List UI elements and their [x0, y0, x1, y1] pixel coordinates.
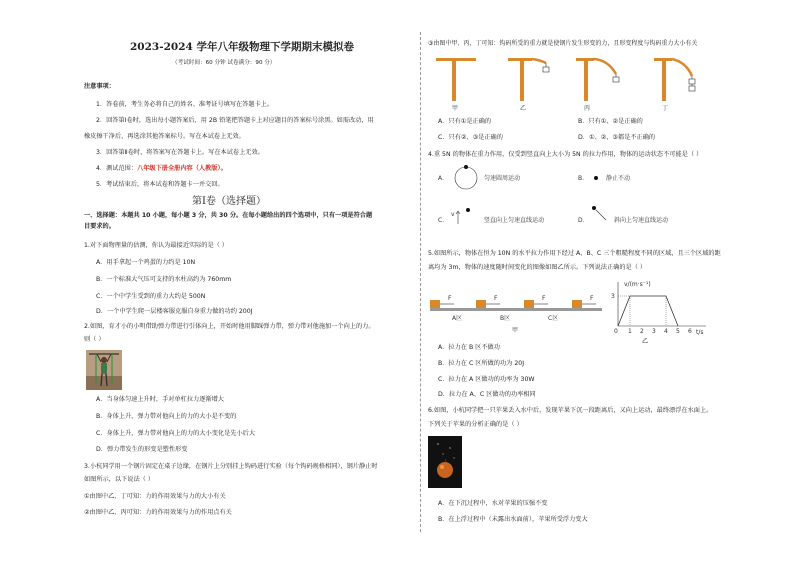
note-4: [96, 165, 227, 173]
q3-label-yi: 乙: [520, 105, 527, 112]
q2-pullup-image: [86, 350, 122, 390]
q5-force-label-2: F: [494, 295, 498, 302]
q3-option-a: A．只有①是正确的: [438, 118, 492, 125]
q3-steel-strip-figure: [428, 54, 718, 114]
q5-graph-xtick-0: 0: [614, 328, 618, 335]
section-instruction: 一、选择题：本题共 10 小题，每小题 3 分，共 30 分。在每小题给出的四个选项中，只有一项是符合题: [84, 212, 373, 219]
q2-option-b: B．身体上升，弹力带对他向上的力的大小是不变的: [96, 413, 237, 420]
q5-figure: [428, 278, 718, 338]
q4-letter-d: D．: [578, 217, 589, 224]
q3-statement-2: ②由图中乙、丙可知：力的作用效果与力的作用点有关: [84, 509, 232, 516]
q4-figure: [428, 162, 718, 230]
q5-force-label-1: F: [448, 295, 452, 302]
q4-circle-path: [455, 167, 477, 189]
q6-stem: 6.如图，小杭同学把一只苹果丢入水中后，发现苹果下沉一段距离后，又向上运动，最终漂浮在水面上。: [428, 407, 713, 414]
q5-graph-xtick-2: 2: [640, 328, 644, 335]
q6-option-b: B．在上浮过程中（未露出水面前），苹果所受浮力变大: [438, 516, 588, 523]
note-2-cont: 橡皮擦干净后，再选涂其他答案标号。写在本试卷上无效。: [84, 133, 245, 140]
q3-stem: 3.小杭同学用一个钢片固定在桌子边缘，在钢片上分别挂上钩码进行实验（每个钩码规格相同），钢片静止时: [84, 463, 378, 470]
q5-option-a: A．拉力在 B 区不做功: [438, 344, 500, 351]
q2-option-d: D．弹力带发生的形变是塑性形变: [96, 446, 188, 453]
exam-info: （考试时间：60 分钟 试卷满分：90 分）: [172, 60, 276, 66]
q2-stem-cont: 则（ ）: [84, 336, 105, 343]
q5-graph-xtick-3: 3: [652, 328, 656, 335]
q5-graph-xtick-6: 6: [688, 328, 692, 335]
q1-stem: 1.对下面物理量的估测，你认为最接近实际的是（ ）: [84, 242, 228, 249]
q3-label-jia: 甲: [452, 105, 459, 112]
q5-option-d: D．拉力在 A、C 区做功的功率相同: [438, 391, 536, 398]
q3-label-bing: 丙: [584, 105, 591, 112]
exam-title: 2023-2024 学年八年级物理下学期期末模拟卷: [130, 41, 354, 53]
q5-stem-cont: 离均为 3m，物体的速度随时间变化的图像如图乙所示。下列说法正确的是（ ）: [428, 264, 647, 271]
section-instruction-cont: 目要求的。: [84, 223, 115, 230]
q5-region-b: B区: [500, 315, 511, 322]
q4-text-a: 匀速圆周运动: [484, 175, 521, 182]
q3-stem-cont: 如图所示，以下说法（ ）: [84, 476, 155, 483]
q5-graph-line: [618, 296, 678, 326]
section-title: 第Ⅰ卷（选择题）: [192, 196, 266, 207]
q5-stem: 5.如图所示，物体在恒为 10N 的水平拉力作用下经过 A、B、C 三个粗糙程度不同的区域，且三个区域的距: [428, 250, 721, 257]
q4-text-b: 静止不动: [606, 175, 631, 182]
q4-arrow-d: [596, 210, 606, 220]
q4-ball-c: [466, 208, 470, 212]
q5-graph-ytick-3: 3: [611, 293, 615, 300]
q1-option-d: D．一个中学生爬一层楼客服克服自身重力做的功约 200J: [96, 308, 253, 315]
q5-graph-xtick-1: 1: [628, 328, 632, 335]
q3-label-ding: 丁: [662, 105, 669, 112]
q5-region-c: C区: [548, 315, 559, 322]
q4-velocity-label: v: [451, 211, 455, 218]
q3-panel-bing: [576, 58, 619, 101]
q6-option-a: A．在下沉过程中，水对苹果的压强不变: [438, 500, 548, 507]
note-4-label: 4．测试范围：: [96, 165, 138, 172]
note-5: 5．考试结束后，将本试卷和答题卡一并交回。: [96, 181, 224, 188]
q4-text-d: 斜向上匀速直线运动: [614, 217, 669, 224]
q4-ball-a: [464, 165, 468, 169]
q5-fig-label-yi: 乙: [642, 338, 649, 345]
q5-option-b: B．拉力在 C 区所做的功为 20J: [438, 360, 525, 367]
q5-region-a: A区: [452, 315, 463, 322]
q3-option-d: D．①、②、③都是不正确的: [578, 134, 656, 141]
q6-apple-image: [428, 436, 462, 488]
q5-graph-xtick-4: 4: [664, 328, 668, 335]
q5-graph-xlabel: t/s: [696, 329, 704, 336]
q5-force-label-4: F: [590, 295, 594, 302]
q3-panel-jia: [436, 58, 476, 101]
q2-stem: 2.如图，育才小的小明借助弹力带进行引体向上，开始时他用脚踩弹力带，弹力带对他施加一个向上的力。: [84, 323, 375, 330]
q5-graph-ylabel: v/(m·s⁻¹): [624, 281, 651, 288]
q3-statement-1: ①由图中乙、丁可知：力的作用效果与力的大小有关: [84, 493, 226, 500]
q2-option-c: C．身体上升，弹力带对他向上的力的大小变化是先小后大: [96, 430, 256, 437]
q2-option-a: A．当身体匀速上升时，手对单杠拉力逐渐增大: [96, 396, 224, 403]
q5-force-label-3: F: [542, 295, 546, 302]
scope-highlight: 八年级下册全册内容（人教版）。: [137, 165, 227, 172]
q4-letter-b: B．: [578, 175, 589, 182]
q4-text-c: 竖直向上匀速直线运动: [484, 217, 545, 224]
q3-panel-ding: [654, 58, 695, 101]
q5-graph-xtick-5: 5: [676, 328, 680, 335]
q3-option-b: B．只有①、②是正确的: [578, 118, 643, 125]
q3-option-c: C．只有②、③是正确的: [438, 134, 503, 141]
q3-statement-3: ③由图中甲、丙、丁可知：钩码所受的重力就是使钢片发生形变的力，且形变程度与钩码重力大小有关: [428, 40, 698, 47]
note-2: 2．回答第Ⅰ卷时，选出每小题答案后，用 2B 铅笔把答题卡上对应题目的答案标号涂黑。如需改动，用: [96, 117, 374, 124]
q5-vt-graph: [611, 281, 706, 336]
column-divider: [420, 32, 421, 532]
q5-option-c: C．拉力在 A 区做功的功率为 30W: [438, 376, 535, 383]
q4-letter-c: C．: [438, 217, 449, 224]
note-3: 3．回答第Ⅱ卷时，将答案写在答题卡上。写在本试卷上无效。: [96, 149, 264, 156]
q3-panel-yi: [508, 58, 549, 101]
q6-stem-cont: 下列关于苹果的分析正确的是（ ）: [428, 421, 523, 428]
note-1: 1．答卷前，考生务必将自己的姓名、准考证号填写在答题卡上。: [96, 101, 274, 108]
q1-option-a: A．用手拿起一个鸡蛋的力约是 10N: [96, 259, 196, 266]
q1-option-b: B．一个标准大气压可支持的水柱高约为 760mm: [96, 276, 232, 283]
q4-ball-b: [594, 176, 598, 180]
q4-stem: 4.重 5N 的物体在重力作用，仅受到竖直向上大小为 5N 的拉力作用，物体的运动状态不可能是（ ）: [428, 151, 703, 158]
notes-heading: 注意事项：: [84, 83, 115, 90]
q4-letter-a: A．: [438, 175, 449, 182]
q4-ball-d: [592, 206, 596, 210]
q1-option-c: C．一个中学生受到的重力大约是 500N: [96, 293, 206, 300]
q5-fig-label-jia: 甲: [512, 327, 519, 334]
q5-track: [430, 295, 602, 334]
